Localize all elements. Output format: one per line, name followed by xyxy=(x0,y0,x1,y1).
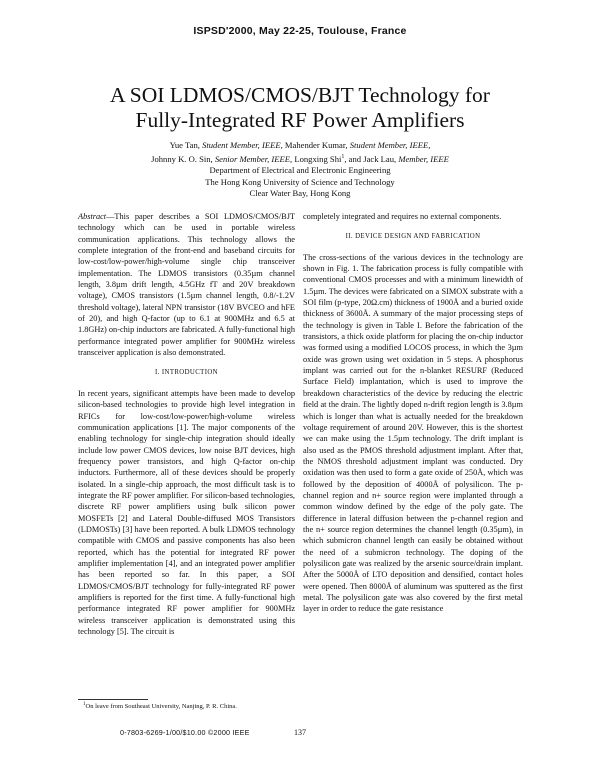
title-line-1: A SOI LDMOS/CMOS/BJT Technology for xyxy=(110,83,490,107)
introduction-continued: completely integrated and requires no external components. xyxy=(303,212,502,221)
left-column xyxy=(78,211,295,637)
author-affiliation: Student Member, IEEE xyxy=(202,140,281,150)
right-column xyxy=(303,211,523,615)
author-name: , and Jack Lau, xyxy=(344,153,397,164)
title-line-2: Fully-Integrated RF Power Amplifiers xyxy=(135,108,465,132)
author-affiliation: Member, IEEE xyxy=(398,153,449,164)
page-number: 137 xyxy=(294,728,306,737)
footnote xyxy=(83,702,237,710)
introduction-text: In recent years, significant attempts have been made to develop silicon-based technologies to provide high level integration in RFICs for low-cost/low-power/high-volume wireless communication applications [1]. The major components of the enabling technology for single-chip integration should ideally include low power CMOS devices, low noise BJT devices, high frequency power transistors, and high Q-factor on-chip inductors. Furthermore, all of these devices should be properly isolated. In a single-chip approach, the most difficult task is to integrate the RF power amplifier. For silicon-based technologies, discrete RF power amplifiers using bulk silicon power MOSFETs [2] and Lateral Double-diffused MOS Transistors (LDMOSTs) [3] have been reported. A bulk LDMOS technology compatible with CMOS and passive components has also been reported, which has the potential for integrated RF power amplifier implementation [4], and an integrated power amplifier has been reported so far. In this paper, a SOI LDMOS/CMOS/BJT technology for fully-integrated RF power amplifiers is reported for the first time. A fully-functional high performance integrated RF power amplifier for 900MHz wireless transceiver application is demonstrated using this technology [5]. The circuit is xyxy=(78,388,295,637)
paper-title xyxy=(0,83,600,133)
author-name: , Longxing Shi xyxy=(290,153,342,164)
footnote-divider xyxy=(78,699,148,700)
author-block xyxy=(60,140,540,200)
footnote-text: On leave from Southeast University, Nanjing, P. R. China. xyxy=(85,703,237,711)
author-footnote-mark: 1 xyxy=(341,153,345,160)
university: The Hong Kong University of Science and Technology xyxy=(205,176,395,187)
author-name: Yue Tan, xyxy=(169,140,200,150)
design-text: The cross-sections of the various devices in the technology are shown in Fig. 1. The fabrication process is fully compatible with conventional CMOS processes and with a minimum linewidth of 1.5µm. The devices were fabricated on a SIMOX substrate with a SOI film (p-type, 20Ω.cm) thickness of 1900Å and a buried oxide thickness of 3600Å. A summary of the major processing steps of the technology is given in Table I. Before the fabrication of the transistors, a thick oxide platform for placing the on-chip inductor was formed using a modified LOCOS process, in which the 3µm oxide was grown using wet oxidation in 5 steps. A phosphorus implant was carried out for the n-blanket RESURF (Reduced Surface Field) implantation, which is used to improve the breakdown characteristics of the device by reducing the electric field at the drain. The lightly doped n-drift region length is 3.8µm which is longer than what is actually needed for the breakdown voltage requirement of around 20V. However, this is the shortest we can make using the 1.5µm technology. The drift implant is also used as the PMOS threshold adjustment implant. After that, the NMOS threshold adjustment implant was conducted. Dry oxidation was then used to form a gate oxide of 250Å, which was followed by the deposition of 4000Å of polysilicon. The p-channel region and n+ source region were implanted through a common window defined by the edge of the poly gate. The difference in lateral diffusion between the p-channel region and the n+ source region determines the channel length (0.35µm), in which submicron channel length can easily be obtained without the need of a submicron technology. The doping of the polysilicon gate was realized by the arsenic source/drain implant. After the 5000Å of LTO deposition and densified, contact holes were opened. Then 8000Å of aluminum was sputtered as the first metal. The polysilicon gate was also covered by the first metal layer in order to reduce the gate resistance xyxy=(303,252,523,614)
author-name: , Mahender Kumar, xyxy=(280,140,348,150)
author-affiliation: Student Member, IEEE, xyxy=(349,140,431,150)
department: Department of Electrical and Electronic Engineering xyxy=(209,165,391,176)
abstract xyxy=(78,211,295,358)
author-line-2 xyxy=(60,152,540,165)
author-line-1 xyxy=(60,140,540,152)
author-name: Johnny K. O. Sin, xyxy=(151,153,213,164)
abstract-text: —This paper describes a SOI LDMOS/CMOS/BJT technology which can be used in portable wireless communication applications. This technology allows the complete integration of the front-end and baseband circuits for low-cost/low-power/high-volume single chip transceiver implementation. The LDMOS transistors (0.35µm channel length, 3.8µm drift length, 4.5GHz fT and 20V breakdown voltage), CMOS transistors (1.5µm channel length, 0.8/-1.2V threshold voltage), lateral NPN transistor (18V BVCEO and hFE of 20), and high Q-factor (up to 6.1 at 900MHz and 6.5 at 1.8GHz) on-chip inductors are fabricated. A fully-functional high performance integrated power amplifier for 900MHz wireless transceiver application is also demonstrated. xyxy=(78,212,295,358)
author-affiliation: Senior Member, IEEE xyxy=(214,153,291,164)
conference-header: ISPSD'2000, May 22-25, Toulouse, France xyxy=(193,25,407,37)
copyright-code: 0-7803-6269-1/00/$10.00 ©2000 IEEE xyxy=(120,728,250,737)
footnote-mark: 1 xyxy=(83,702,86,707)
location: Clear Water Bay, Hong Kong xyxy=(249,188,351,199)
section-heading-introduction: I. INTRODUCTION xyxy=(154,369,218,377)
section-heading-design: II. DEVICE DESIGN AND FABRICATION xyxy=(345,233,481,241)
abstract-label: Abstract xyxy=(78,212,107,221)
